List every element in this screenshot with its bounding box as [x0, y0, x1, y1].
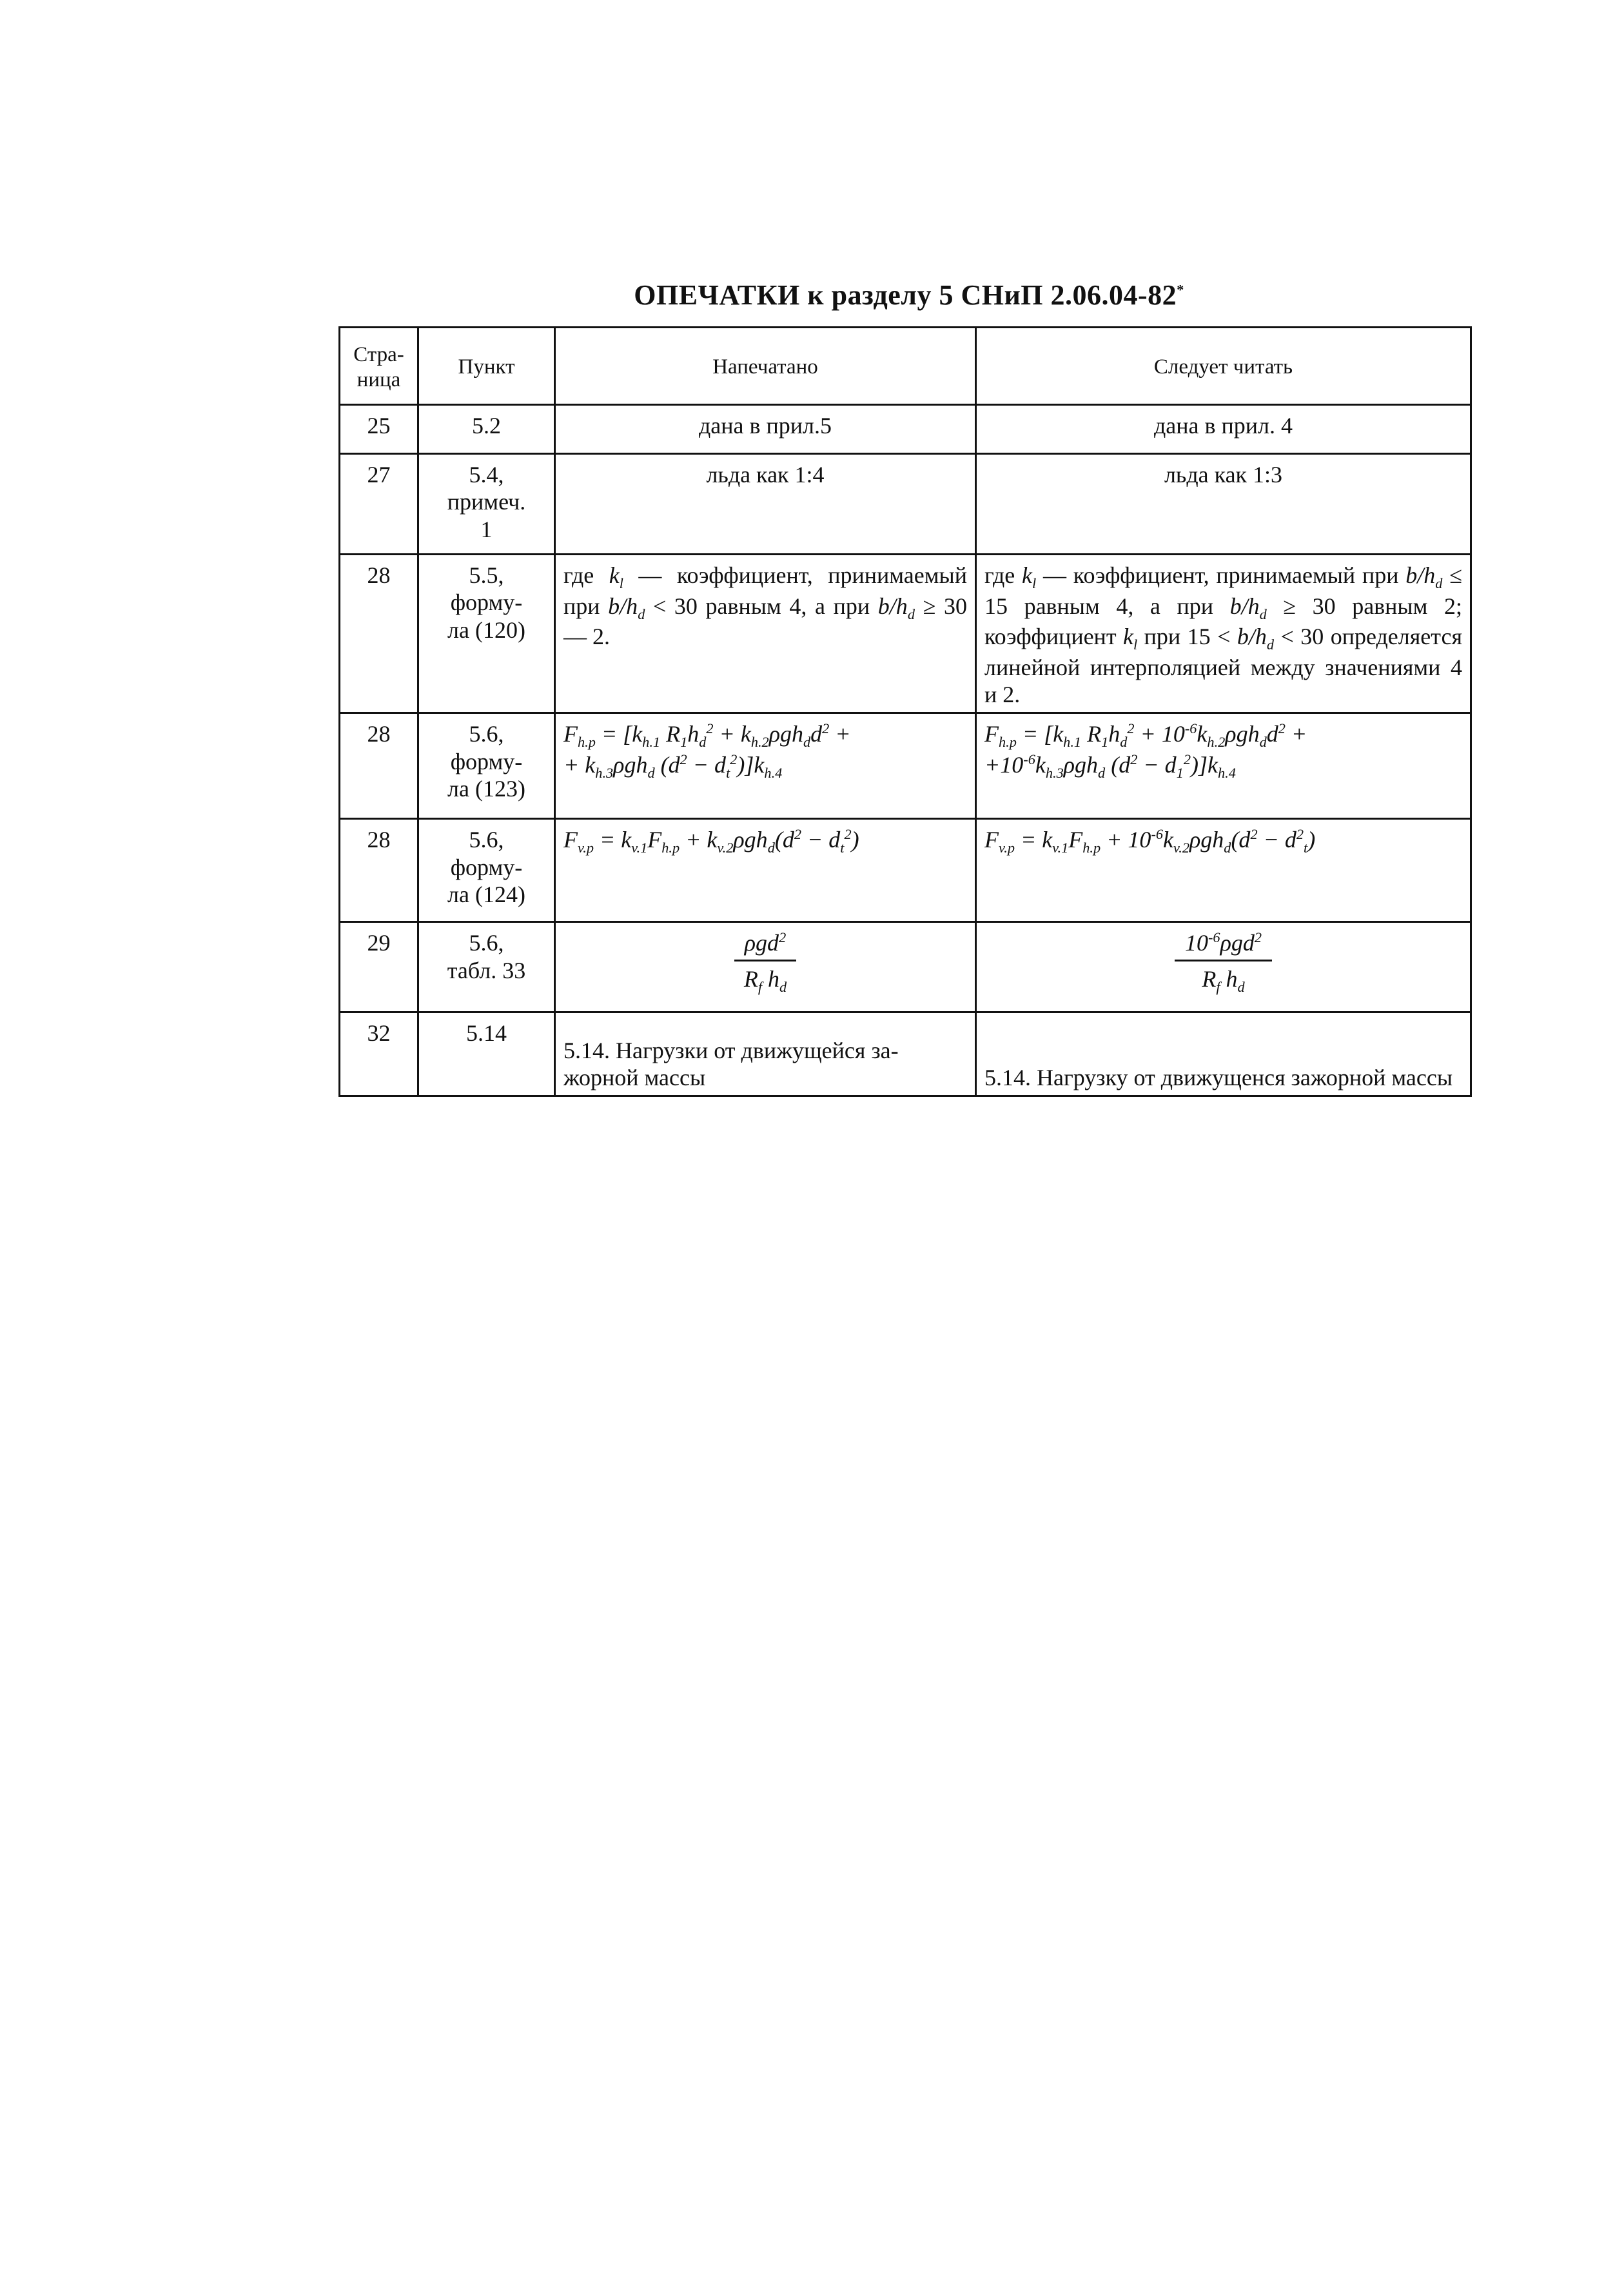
table-row: [340, 405, 1471, 454]
cell-should-read: льда как 1:3: [976, 454, 1471, 555]
cell-clause: 5.6, форму- ла (123): [418, 713, 555, 819]
header-page: Стра- ница: [340, 328, 418, 405]
cell-clause: 5.2: [418, 405, 555, 454]
cell-printed: 5.14. Нагрузки от движущейся за- жорной массы: [555, 1012, 976, 1096]
cell-page: 28: [340, 713, 418, 819]
table-row: [340, 819, 1471, 922]
cell-clause: 5.6, табл. 33: [418, 922, 555, 1012]
cell-page: 25: [340, 405, 418, 454]
cell-page: 29: [340, 922, 418, 1012]
cell-printed: льда как 1:4: [555, 454, 976, 555]
cell-should-read: дана в прил. 4: [976, 405, 1471, 454]
cell-should-read: где $k_l$ — коэффициент, принимаемый при $b/h_d \le 15$ равным 4, а при $b/h_d \ge 30$ равным 2; коэффициент $k_l$ при $15 < b/h_d < 30$ определяется линейной интерполяцией между значениями 4 и 2.: [976, 555, 1471, 713]
header-should-read: Следует читать: [976, 328, 1471, 405]
formula-table33-should-read: $\frac{10^{-6}\rho gd^2}{R_f h_d}$: [976, 922, 1471, 1012]
formula-124-should-read: $F_{v.p} = k_{v.1}F_{h.p} + 10^{-6}k_{v.2}\rho gh_d(d^2 - d^2_t)$: [976, 819, 1471, 922]
cell-clause: 5.4, примеч. 1: [418, 454, 555, 555]
errata-table: [338, 326, 1472, 1097]
cell-printed: где $k_l$ — коэффициент, принимаемый при $b/h_d < 30$ равным 4, а при $b/h_d \ge 30$ — 2.: [555, 555, 976, 713]
table-row: [340, 555, 1471, 713]
cell-page: 28: [340, 819, 418, 922]
formula-123-printed: $F_{h.p} = [k_{h.1}$ $R_1h_d^2 + k_{h.2}\rho gh_dd^2$ + + $k_{h.3}\rho gh_d$ $(d^2 - d_t^2)]k_{h.4}$: [555, 713, 976, 819]
table-row: [340, 922, 1471, 1012]
table-row: [340, 1012, 1471, 1096]
cell-printed: дана в прил.5: [555, 405, 976, 454]
cell-clause: 5.5, форму- ла (120): [418, 555, 555, 713]
formula-124-printed: $F_{v.p} = k_{v.1}F_{h.p} + k_{v.2}\rho gh_d(d^2 - d_t^2)$: [555, 819, 976, 922]
cell-should-read: 5.14. Нагрузку от движущенся зажорной массы: [976, 1012, 1471, 1096]
document-title: [335, 279, 1483, 311]
header-clause: Пункт: [418, 328, 555, 405]
cell-page: 27: [340, 454, 418, 555]
table-row: [340, 454, 1471, 555]
cell-clause: 5.6, форму- ла (124): [418, 819, 555, 922]
cell-page: 28: [340, 555, 418, 713]
table-row: [340, 713, 1471, 819]
cell-clause: 5.14: [418, 1012, 555, 1096]
title-asterisk: *: [1177, 281, 1184, 298]
title-text: ОПЕЧАТКИ к разделу 5 СНиП 2.06.04-82: [634, 279, 1177, 311]
header-printed: Напечатано: [555, 328, 976, 405]
formula-123-should-read: $F_{h.p} = [k_{h.1}$ $R_1h_d^2 + 10^{-6}k_{h.2}\rho gh_dd^2$ + $+10^{-6}k_{h.3}\rho gh_d$ $(d^2 - d_1^2)]k_{h.4}$: [976, 713, 1471, 819]
formula-table33-printed: $\frac{\rho gd^2}{R_f h_d}$: [555, 922, 976, 1012]
header-row: [340, 328, 1471, 405]
cell-page: 32: [340, 1012, 418, 1096]
